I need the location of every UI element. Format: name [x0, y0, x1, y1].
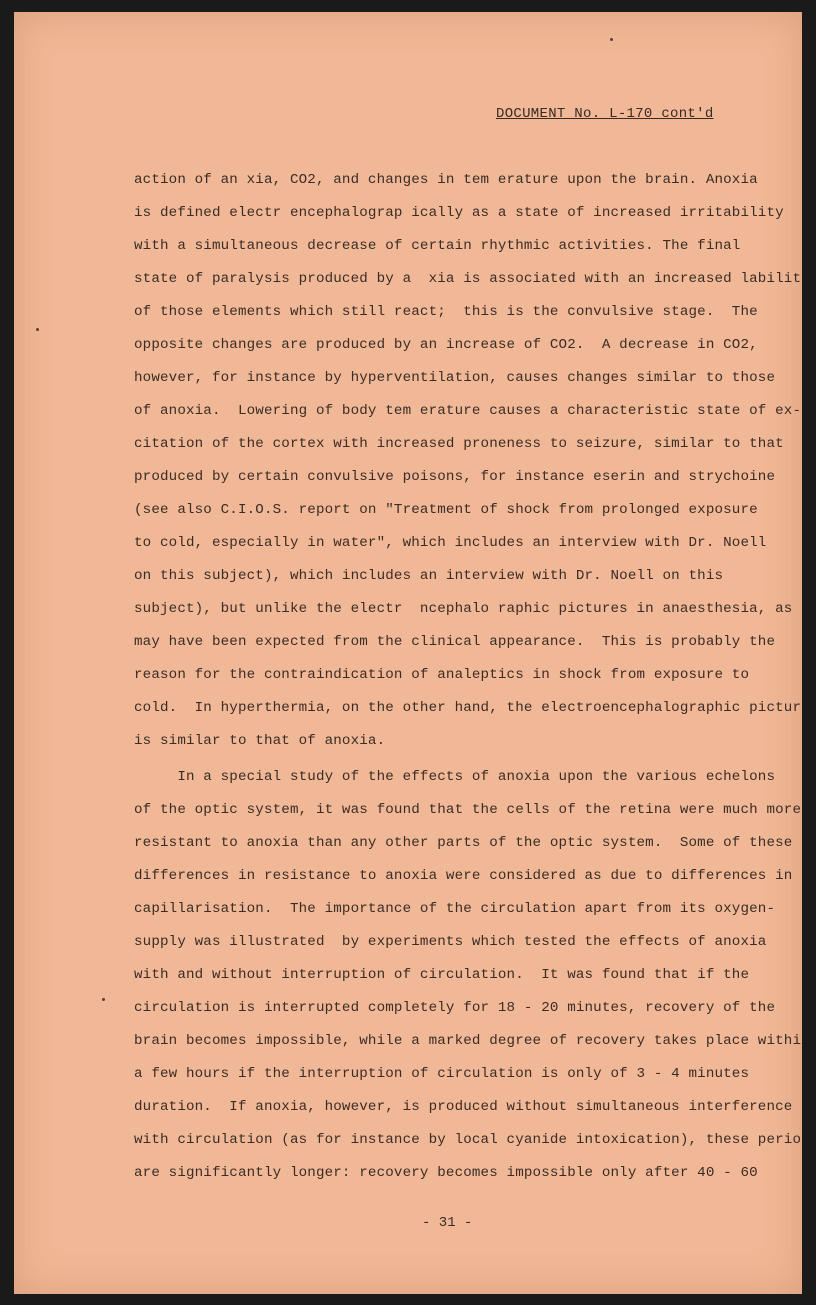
text-line: with and without interruption of circulation. It was found that if the [134, 967, 750, 983]
text-line: subject), but unlike the electr ncephalo raphic pictures in anaesthesia, as [134, 601, 793, 617]
text-line: to cold, especially in water", which includes an interview with Dr. Noell [134, 535, 767, 551]
text-line: state of paralysis produced by a xia is associated with an increased labilit [134, 271, 802, 287]
text-line: on this subject), which includes an interview with Dr. Noell on this [134, 568, 724, 584]
text-line: reason for the contraindication of analeptics in shock from exposure to [134, 667, 750, 683]
text-line: supply was illustrated by experiments which tested the effects of anoxia [134, 934, 767, 950]
text-line: citation of the cortex with increased proneness to seizure, similar to that [134, 436, 784, 452]
paper-speck [102, 998, 105, 1001]
text-line: with circulation (as for instance by local cyanide intoxication), these perio [134, 1132, 802, 1148]
text-line: resistant to anoxia than any other parts of the optic system. Some of these [134, 835, 793, 851]
text-line: brain becomes impossible, while a marked degree of recovery takes place withi [134, 1033, 802, 1049]
text-line: produced by certain convulsive poisons, for instance eserin and strychoine [134, 469, 776, 485]
page-number: - 31 - [422, 1215, 473, 1231]
paper-speck [36, 328, 39, 331]
text-line: however, for instance by hyperventilation, causes changes similar to those [134, 370, 776, 386]
text-line: circulation is interrupted completely for 18 - 20 minutes, recovery of the [134, 1000, 776, 1016]
text-line: is defined electr encephalograp ically as a state of increased irritability [134, 205, 784, 221]
text-line: of those elements which still react; this is the convulsive stage. The [134, 304, 758, 320]
text-line: is similar to that of anoxia. [134, 733, 386, 749]
text-line: a few hours if the interruption of circulation is only of 3 - 4 minutes [134, 1066, 750, 1082]
text-line: cold. In hyperthermia, on the other hand, the electroencephalographic pictur [134, 700, 802, 716]
text-line: In a special study of the effects of anoxia upon the various echelons [134, 769, 776, 785]
text-line: (see also C.I.O.S. report on "Treatment of shock from prolonged exposure [134, 502, 758, 518]
text-line: duration. If anoxia, however, is produced without simultaneous interference [134, 1099, 793, 1115]
text-line: opposite changes are produced by an increase of CO2. A decrease in CO2, [134, 337, 758, 353]
text-line: capillarisation. The importance of the circulation apart from its oxygen- [134, 901, 776, 917]
text-line: with a simultaneous decrease of certain rhythmic activities. The final [134, 238, 741, 254]
document-page [14, 12, 802, 1294]
paper-speck [610, 38, 613, 41]
text-line: action of an xia, CO2, and changes in tem erature upon the brain. Anoxia [134, 172, 758, 188]
text-line: differences in resistance to anoxia were considered as due to differences in [134, 868, 793, 884]
document-header: DOCUMENT No. L-170 cont'd [496, 106, 714, 122]
text-line: of the optic system, it was found that the cells of the retina were much more [134, 802, 802, 818]
text-line: may have been expected from the clinical appearance. This is probably the [134, 634, 776, 650]
text-line: are significantly longer: recovery becomes impossible only after 40 - 60 [134, 1165, 758, 1181]
text-line: of anoxia. Lowering of body tem erature causes a characteristic state of ex- [134, 403, 802, 419]
